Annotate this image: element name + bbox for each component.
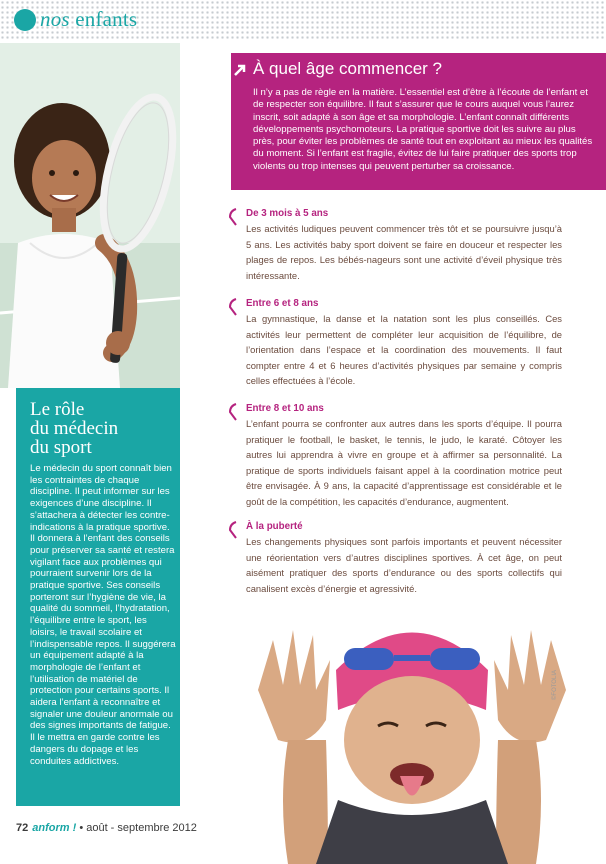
bracket-icon (228, 521, 238, 539)
swim-girl-photo (218, 600, 606, 864)
age-section-8-10y (232, 403, 562, 509)
tennis-girl-photo (0, 43, 180, 388)
sidebar-body: Le médecin du sport connaît bien les contraintes de chaque discipline. Il peut informer sur les exigences d’une discipline. Il s’attachera à détecter les contre-indications à la pratique sportive. Il donnera à l’enfant des conseils pour préserver sa santé et restera vigilant face aux problèmes qui pourraient survenir lors de la pratique sportive. Ses conseils porteront sur l’hygiène de vie, la qualité du sommeil, l’hydratation, l’équilibre entre le sport, les loisirs, le travail scolaire et l’indispensable repos. Il suggérera un équipement adapté à la morphologie de l’enfant et l’utilisation de matériel de protection pour certains sports. Il aidera l’enfant à reconnaître et signaler une douleur anormale ou des signes importants de fatigue. Il le mettra en garde contre les dangers du dopage et les conduites addictives. (30, 463, 176, 767)
age-section-title: De 3 mois à 5 ans (246, 208, 329, 219)
age-section-body: Les activités ludiques peuvent commencer très tôt et se poursuivre jusqu’à 5 ans. Les activités baby sport doivent se faire en douceur et respecter les plages de repos. Les bébés-nageurs sont une activité d’éveil physique très intéressante. (246, 223, 562, 281)
age-section-body: La gymnastique, la danse et la natation sont les plus conseillés. Ces activités leur permettent de compléter leur acquisition de l’équilibre, de l’orientation dans l’espace et la coordination des mouvements. Il faut compter entre 4 et 6 heures d’activités physiques par semaine y compris celles effectuées à l’école. (246, 313, 562, 386)
sidebar-title (30, 400, 118, 457)
age-section-6-8y (232, 298, 562, 389)
age-section-title: Entre 6 et 8 ans (246, 298, 319, 309)
tennis-girl-illustration (0, 43, 180, 388)
issue-date: • août - septembre 2012 (79, 822, 197, 834)
age-section-body: Les changements physiques sont parfois importants et peuvent nécessiter une réorientation vers d’autres disciplines sportives. À cet âge, on peut aisément pratiquer des sports d’endurance ou des sports collectifs qui canalisent excès d’énergie et agressivité. (246, 536, 562, 594)
page-number: 72 (16, 822, 29, 834)
section-title-word: enfants (75, 7, 138, 31)
arrow-icon (233, 63, 247, 77)
sidebar-title-line: Le rôle (30, 399, 85, 420)
swim-girl-illustration (218, 600, 606, 864)
photo-credit: ©FOTOLIA (552, 670, 558, 700)
age-box-body: Il n’y a pas de règle en la matière. L’essentiel est d’être à l’écoute de l’enfant et de respecter son équilibre. Il faut s’assurer que le cours auquel vous l’aurez inscrit, soit adapté à son âge et sa morphologie. L’enfant connaît différents développements psychomoteurs. La pratique sportive doit les suivre au plus près, pour éviter les problèmes de santé tout en exploitant au mieux les qualités du moment. Si l’enfant est fragile, évitez de lui faire pratiquer des sports trop violents ou trop intenses qui peuvent perturber sa croissance. (253, 87, 593, 172)
bracket-icon (228, 403, 238, 421)
sports-doctor-sidebar (16, 388, 180, 806)
age-box-title: À quel âge commencer ? (253, 59, 442, 78)
bracket-icon (228, 298, 238, 316)
section-title-prefix: nos (40, 7, 70, 31)
magazine-brand: anform ! (32, 822, 77, 834)
age-section-3m-5y (232, 208, 562, 283)
teal-bullet (14, 9, 36, 31)
age-section-title: À la puberté (246, 521, 303, 532)
sidebar-title-line: du médecin (30, 418, 119, 439)
section-header (0, 0, 606, 40)
age-section-puberty (232, 521, 562, 596)
section-title (40, 7, 137, 32)
age-intro-box (231, 53, 606, 190)
age-section-title: Entre 8 et 10 ans (246, 403, 324, 414)
age-section-body: L’enfant pourra se confronter aux autres dans les sports d’équipe. Il pourra pratiquer le football, le basket, le tennis, le judo, le karaté. Côtoyer les autres lui apprendra à vivre en groupe et à affirmer sa personnalité. La pratique de sports individuels faisant appel à la coordination motrice peut être envisagée. À 9 ans, la capacité d’apprentissage est considérable et le goût de la compétition, les capacités d’endurance, augmentent. (246, 418, 562, 507)
sidebar-title-line: du sport (30, 437, 92, 458)
bracket-icon (228, 208, 238, 226)
page-footer (16, 822, 197, 834)
